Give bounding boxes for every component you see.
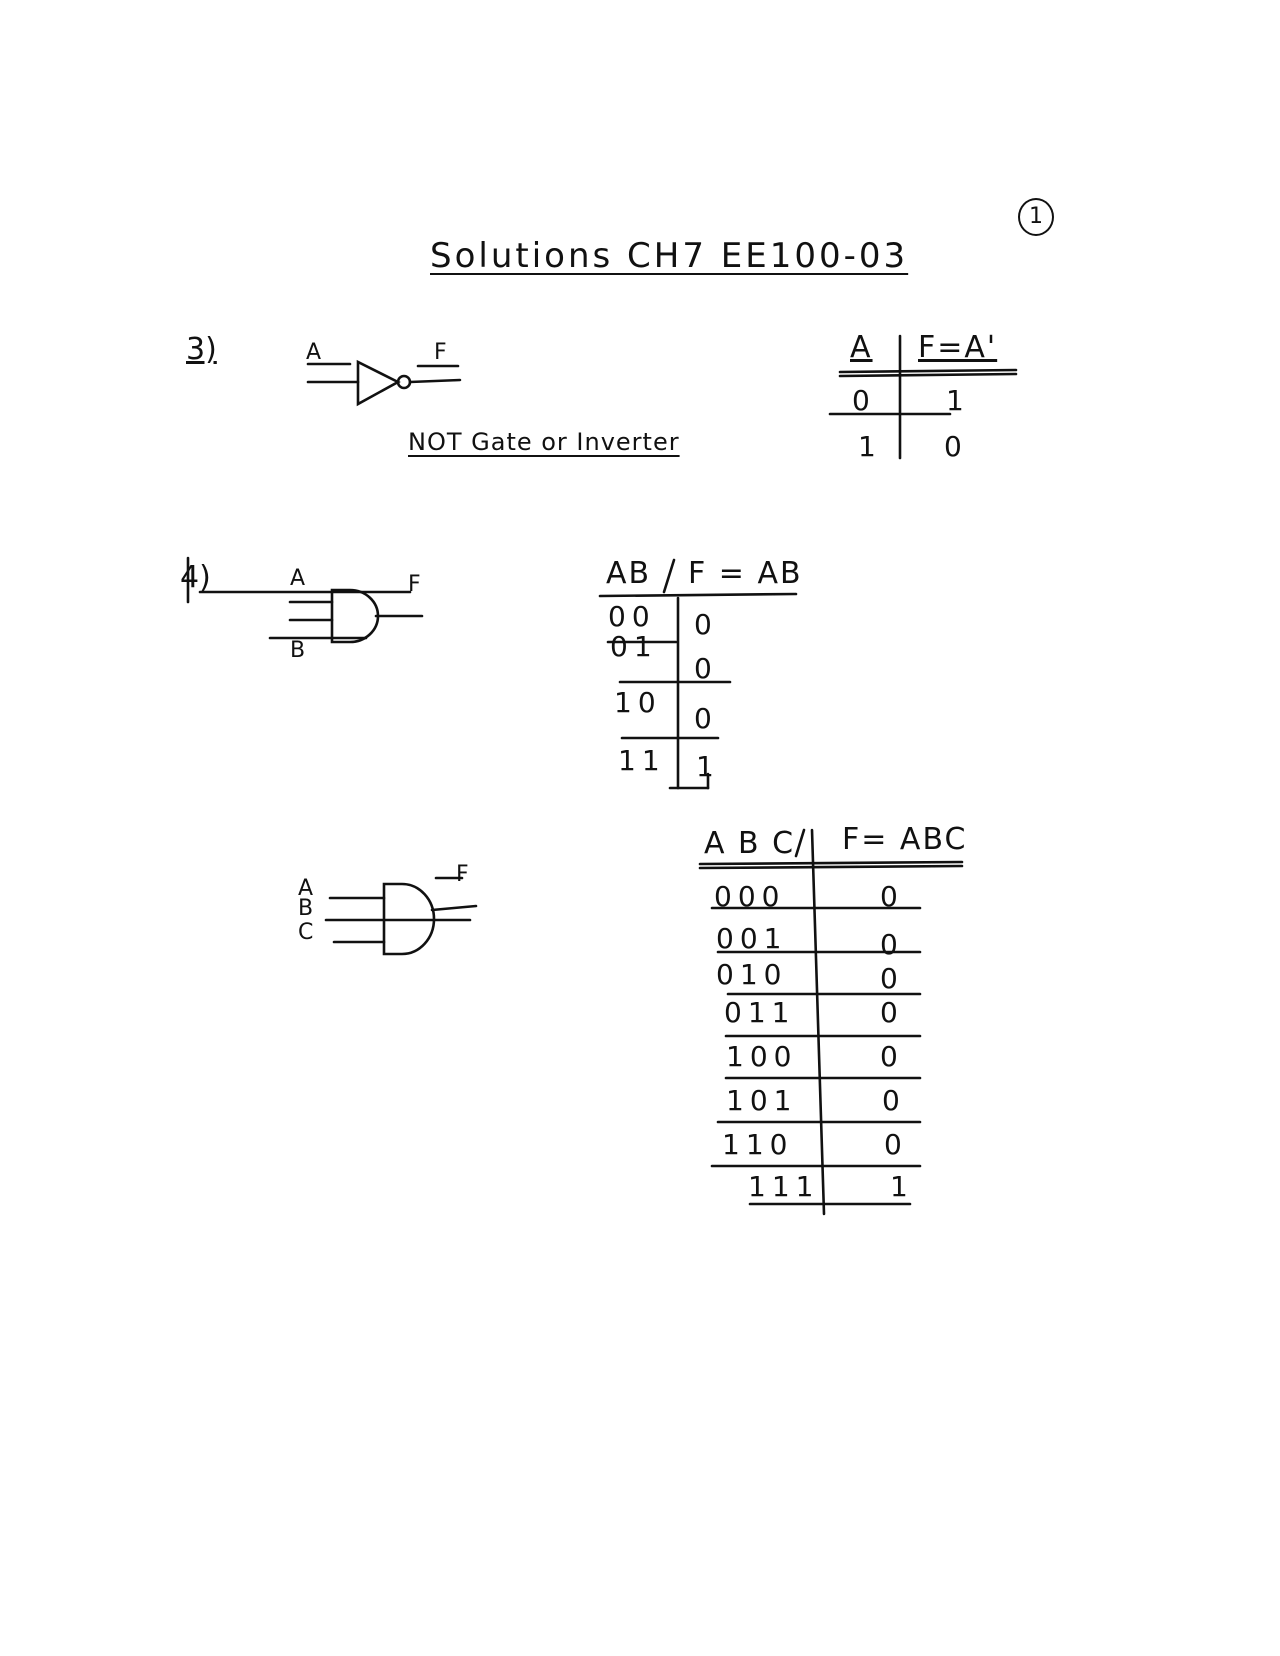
- and3-cell: 0: [880, 996, 904, 1029]
- and-gate-2-output: F: [408, 572, 421, 597]
- and3-cell: 001: [716, 922, 788, 955]
- not-gate-output-wire: [410, 380, 460, 382]
- and3-cell: 1: [890, 1170, 914, 1203]
- and3-cell: 011: [724, 996, 796, 1029]
- and3-cell: 0: [880, 880, 904, 913]
- and-gate-body: [332, 590, 378, 642]
- not-table-cell: 0: [852, 384, 876, 417]
- and2-header-f: F = AB: [688, 556, 803, 591]
- not-table-header-a: A: [850, 330, 873, 365]
- and3-cell: 110: [722, 1128, 794, 1161]
- and2-cell: 10: [614, 686, 662, 719]
- not-table-cell: 1: [946, 384, 970, 417]
- and2-cell: 0: [694, 608, 718, 641]
- and-gate-2-input-a: A: [290, 566, 306, 591]
- and2-cell: 0: [694, 652, 718, 685]
- page-number: 1: [1018, 198, 1054, 236]
- not-table-header-f: F=A': [918, 330, 998, 365]
- and2-cell: 00: [608, 600, 656, 633]
- and3-cell: 000: [714, 880, 786, 913]
- and3-cell: 0: [880, 962, 904, 995]
- and3-header-abc: A B C: [704, 826, 796, 861]
- and3-cell: 0: [884, 1128, 908, 1161]
- and3-header-f: F= ABC: [842, 822, 968, 857]
- and-gate-3-input-a: A: [298, 876, 314, 901]
- and3-cell: 0: [880, 1040, 904, 1073]
- and3-cell: 0: [880, 928, 904, 961]
- not-gate-input-label: A: [306, 340, 322, 365]
- page-title: Solutions CH7 EE100-03: [430, 236, 909, 276]
- not-gate-triangle: [358, 362, 398, 404]
- and-gate-3-output-wire: [432, 906, 476, 910]
- and3-cell: 010: [716, 958, 788, 991]
- and2-cell: 11: [618, 744, 666, 777]
- and-gate-3-input-b: B: [298, 896, 314, 921]
- and3-cell: 101: [726, 1084, 798, 1117]
- and2-cell: 01: [610, 630, 658, 663]
- and2-header-ab: AB: [606, 556, 652, 591]
- problem-4-number: 4): [180, 560, 211, 595]
- and-gate-3-input-c: C: [298, 920, 314, 945]
- and2-cell: 1: [696, 750, 720, 783]
- and2-cell: 0: [694, 702, 718, 735]
- and3-cell: 111: [748, 1170, 820, 1203]
- and-gate-2-input-b: B: [290, 638, 306, 663]
- problem-3-number: 3): [186, 332, 217, 367]
- not-table-cell: 0: [944, 430, 968, 463]
- and3-cell: 0: [882, 1084, 906, 1117]
- and3-cell: 100: [726, 1040, 798, 1073]
- not-gate-output-label: F: [434, 340, 447, 365]
- and-gate-3-output: F: [456, 862, 469, 887]
- not-gate-caption: NOT Gate or Inverter: [408, 428, 680, 456]
- not-table-cell: 1: [858, 430, 882, 463]
- and-gate-2-symbol: [190, 580, 440, 670]
